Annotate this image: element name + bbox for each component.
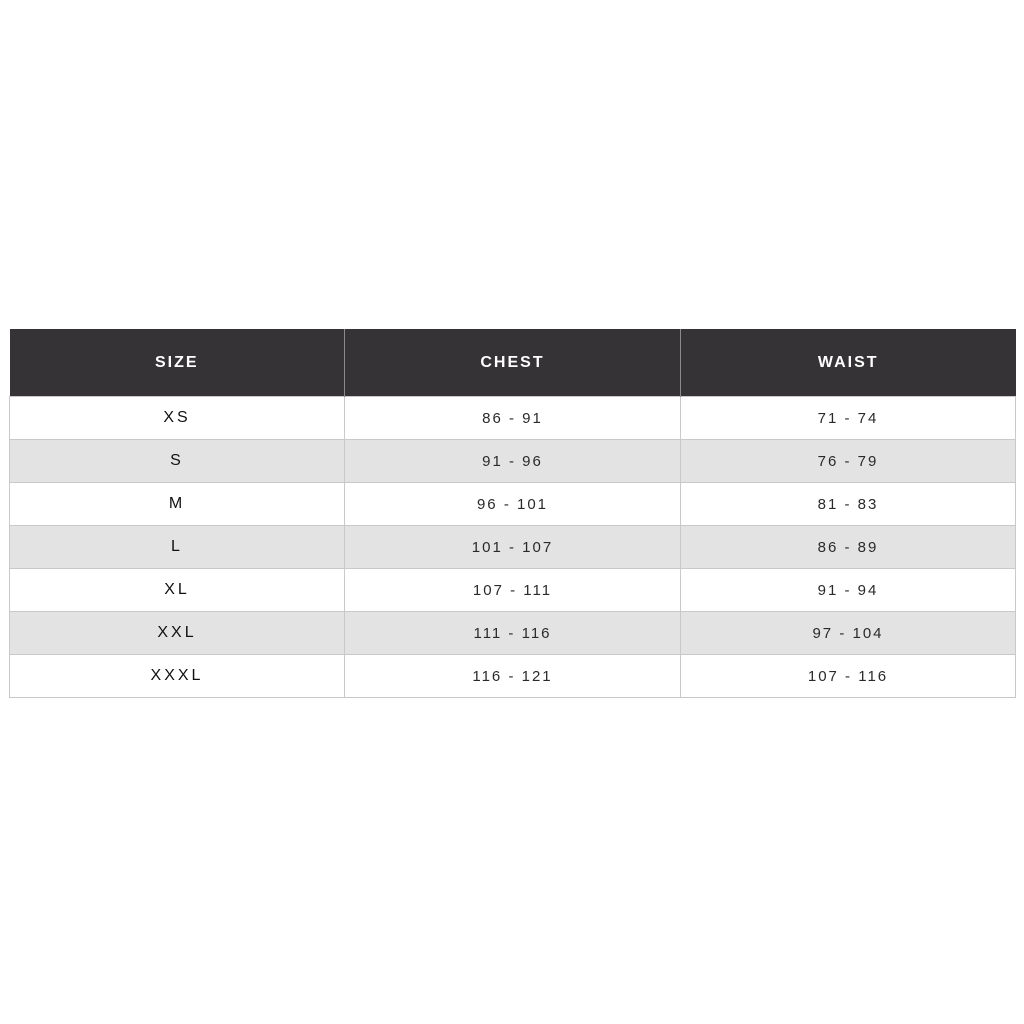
waist-cell: 71 - 74 (681, 397, 1016, 440)
size-cell: L (10, 526, 345, 569)
waist-cell: 107 - 116 (681, 655, 1016, 698)
size-cell: XXXL (10, 655, 345, 698)
table-row (10, 526, 1016, 569)
waist-cell: 91 - 94 (681, 569, 1016, 612)
size-cell: M (10, 483, 345, 526)
table-body (10, 397, 1016, 698)
table-row (10, 655, 1016, 698)
waist-cell: 97 - 104 (681, 612, 1016, 655)
chest-cell: 91 - 96 (345, 440, 681, 483)
chest-cell: 86 - 91 (345, 397, 681, 440)
table-row (10, 569, 1016, 612)
size-cell: S (10, 440, 345, 483)
chest-cell: 96 - 101 (345, 483, 681, 526)
chest-cell: 116 - 121 (345, 655, 681, 698)
waist-cell: 81 - 83 (681, 483, 1016, 526)
table-row (10, 440, 1016, 483)
table-header (10, 329, 1016, 397)
table-row (10, 397, 1016, 440)
size-cell: XS (10, 397, 345, 440)
size-cell: XXL (10, 612, 345, 655)
chest-cell: 107 - 111 (345, 569, 681, 612)
chest-cell: 101 - 107 (345, 526, 681, 569)
waist-cell: 76 - 79 (681, 440, 1016, 483)
size-cell: XL (10, 569, 345, 612)
table-row (10, 483, 1016, 526)
table-row (10, 612, 1016, 655)
header-size: SIZE (10, 329, 345, 397)
header-waist: WAIST (681, 329, 1016, 397)
header-chest: CHEST (345, 329, 681, 397)
waist-cell: 86 - 89 (681, 526, 1016, 569)
size-chart-table (9, 329, 1016, 698)
chest-cell: 111 - 116 (345, 612, 681, 655)
header-row (10, 329, 1016, 397)
